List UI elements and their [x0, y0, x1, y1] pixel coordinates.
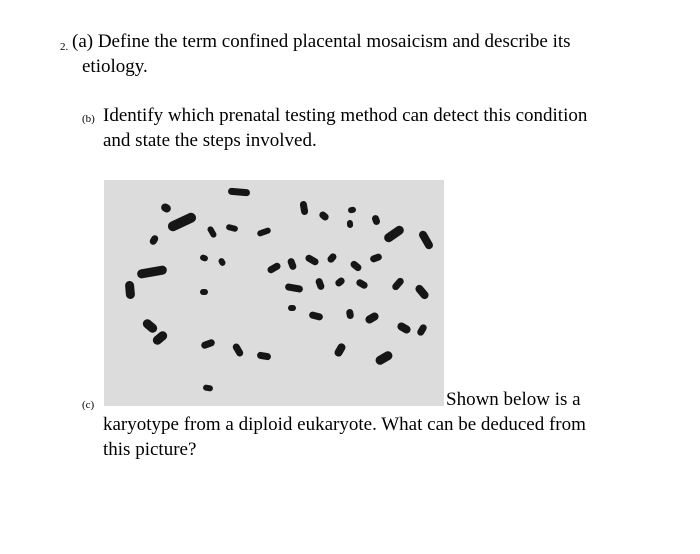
chromosome-1 [228, 188, 251, 197]
chromosome-36 [141, 317, 159, 334]
chromosome-38 [200, 338, 216, 349]
chromosome-33 [364, 311, 380, 325]
chromosome-28 [355, 278, 369, 290]
part-c-line-3: this picture? [103, 439, 197, 460]
chromosome-21 [349, 259, 363, 272]
question-number: 2. [60, 41, 69, 53]
chromosome-34 [396, 321, 412, 335]
chromosome-16 [136, 265, 167, 279]
chromosome-22 [369, 253, 383, 264]
chromosome-10 [371, 214, 381, 226]
chromosome-12 [418, 229, 435, 250]
part-b-label: (b) [82, 113, 95, 125]
chromosome-26 [315, 277, 326, 291]
part-b-line-2: and state the steps involved. [103, 130, 317, 151]
chromosome-7 [299, 200, 308, 215]
part-c-label: (c) [82, 399, 95, 411]
chromosome-25 [285, 283, 304, 293]
chromosome-29 [391, 276, 405, 291]
chromosome-24 [200, 289, 208, 295]
chromosome-23 [125, 281, 136, 300]
chromosome-4 [206, 225, 217, 238]
chromosome-30 [414, 283, 430, 300]
chromosomes [125, 188, 435, 392]
part-c-line-2: karyotype from a diploid eukaryote. What can be deduced from [103, 414, 586, 435]
chromosome-17 [266, 261, 282, 274]
chromosome-20 [326, 252, 338, 264]
chromosome-41 [333, 342, 347, 358]
chromosome-19 [304, 253, 320, 266]
part-a-line-2: etiology. [82, 56, 148, 77]
chromosome-31 [308, 311, 323, 321]
chromosome-2 [160, 202, 173, 214]
chromosome-5 [225, 224, 238, 233]
chromosome-45 [288, 305, 296, 311]
chromosome-spread-image [104, 180, 444, 406]
chromosome-44 [347, 220, 354, 228]
part-c-line-1: Shown below is a [446, 389, 581, 410]
chromosome-27 [334, 276, 346, 288]
chromosome-15 [217, 257, 226, 267]
chromosome-14 [199, 254, 209, 262]
chromosome-spread-graphic [104, 180, 444, 406]
chromosome-35 [416, 323, 428, 337]
chromosome-11 [382, 224, 405, 244]
chromosome-6 [256, 227, 271, 237]
chromosome-8 [318, 210, 330, 222]
chromosome-3 [166, 211, 197, 233]
chromosome-39 [231, 342, 244, 358]
chromosome-13 [148, 234, 159, 246]
part-b-line-1: Identify which prenatal testing method can detect this condition [103, 105, 588, 126]
chromosome-43 [203, 384, 214, 392]
chromosome-18 [287, 257, 298, 271]
chromosome-42 [374, 350, 394, 367]
part-a-line-1: (a) Define the term confined placental mosaicism and describe its [72, 31, 571, 52]
chromosome-32 [346, 308, 355, 319]
chromosome-9 [348, 206, 357, 213]
chromosome-40 [256, 351, 271, 360]
